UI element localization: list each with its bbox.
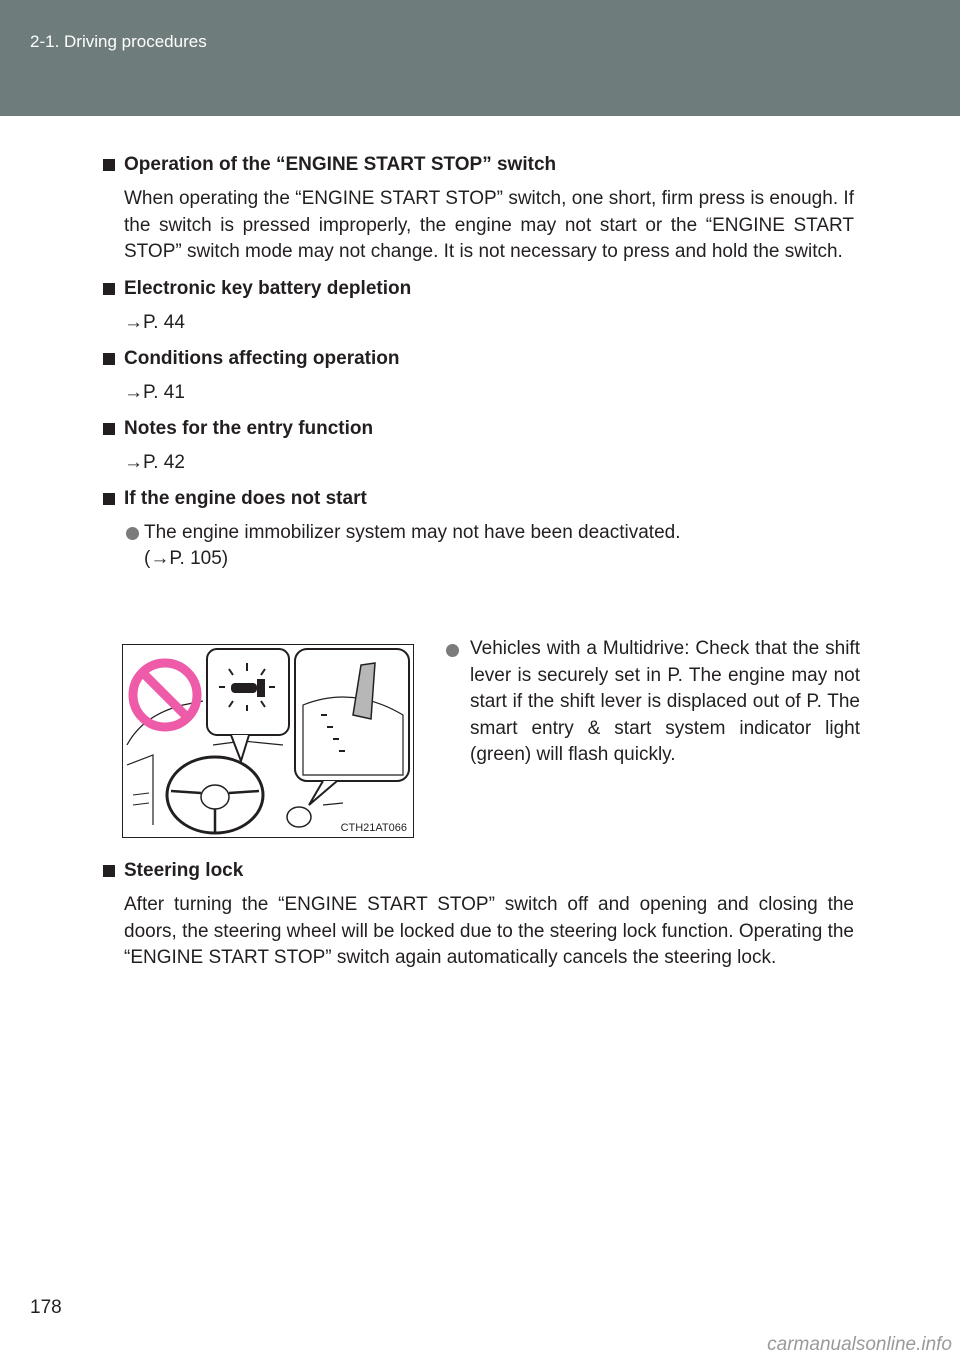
bullet-immobilizer: The engine immobilizer system may not have been deactivated.	[100, 520, 854, 546]
figure-code: CTH21AT066	[340, 822, 407, 834]
heading-entry-function: Notes for the entry function	[100, 416, 854, 442]
heading-engine-start-stop: Operation of the “ENGINE START STOP” switch	[100, 152, 854, 178]
steering-lock-section	[100, 858, 854, 982]
bullet-multidrive: Vehicles with a Multidrive: Check that the shift lever is securely set in P. The engine may not start if the shift lever is displaced out of P. The smart entry & start system indicator light (green) will flash quickly.	[442, 636, 860, 769]
watermark: carmanualsonline.info	[767, 1334, 952, 1355]
heading-engine-not-start: If the engine does not start	[100, 486, 854, 512]
page-reference-link[interactable]: →P. 42	[124, 451, 185, 473]
page-number: 178	[30, 1297, 62, 1318]
heading-steering-lock: Steering lock	[100, 858, 854, 884]
illustration-shift-lever	[122, 644, 414, 838]
heading-key-battery: Electronic key battery depletion	[100, 276, 854, 302]
section-title: 2-1. Driving procedures	[30, 32, 207, 51]
paragraph-steering-lock: After turning the “ENGINE START STOP” switch off and opening and closing the doors, the steering wheel will be locked due to the steering lock function. Operating the “ENGINE START STOP” switch again automatically cancels the steering lock.	[124, 894, 854, 968]
main-content	[100, 152, 854, 572]
heading-conditions: Conditions affecting operation	[100, 346, 854, 372]
page-reference-link[interactable]: (→P. 105)	[144, 547, 229, 569]
page-reference-link[interactable]: →P. 44	[124, 311, 185, 333]
page-header	[0, 0, 960, 116]
dashboard-illustration	[123, 645, 413, 837]
paragraph-engine-start-stop: When operating the “ENGINE START STOP” switch, one short, firm press is enough. If the switch is pressed improperly, the engine may not start or the “ENGINE START STOP” switch mode may not change. It is not necessary to press and hold the switch.	[124, 188, 854, 262]
page-reference-link[interactable]: →P. 41	[124, 381, 185, 403]
key-indicator-icon	[231, 683, 257, 693]
